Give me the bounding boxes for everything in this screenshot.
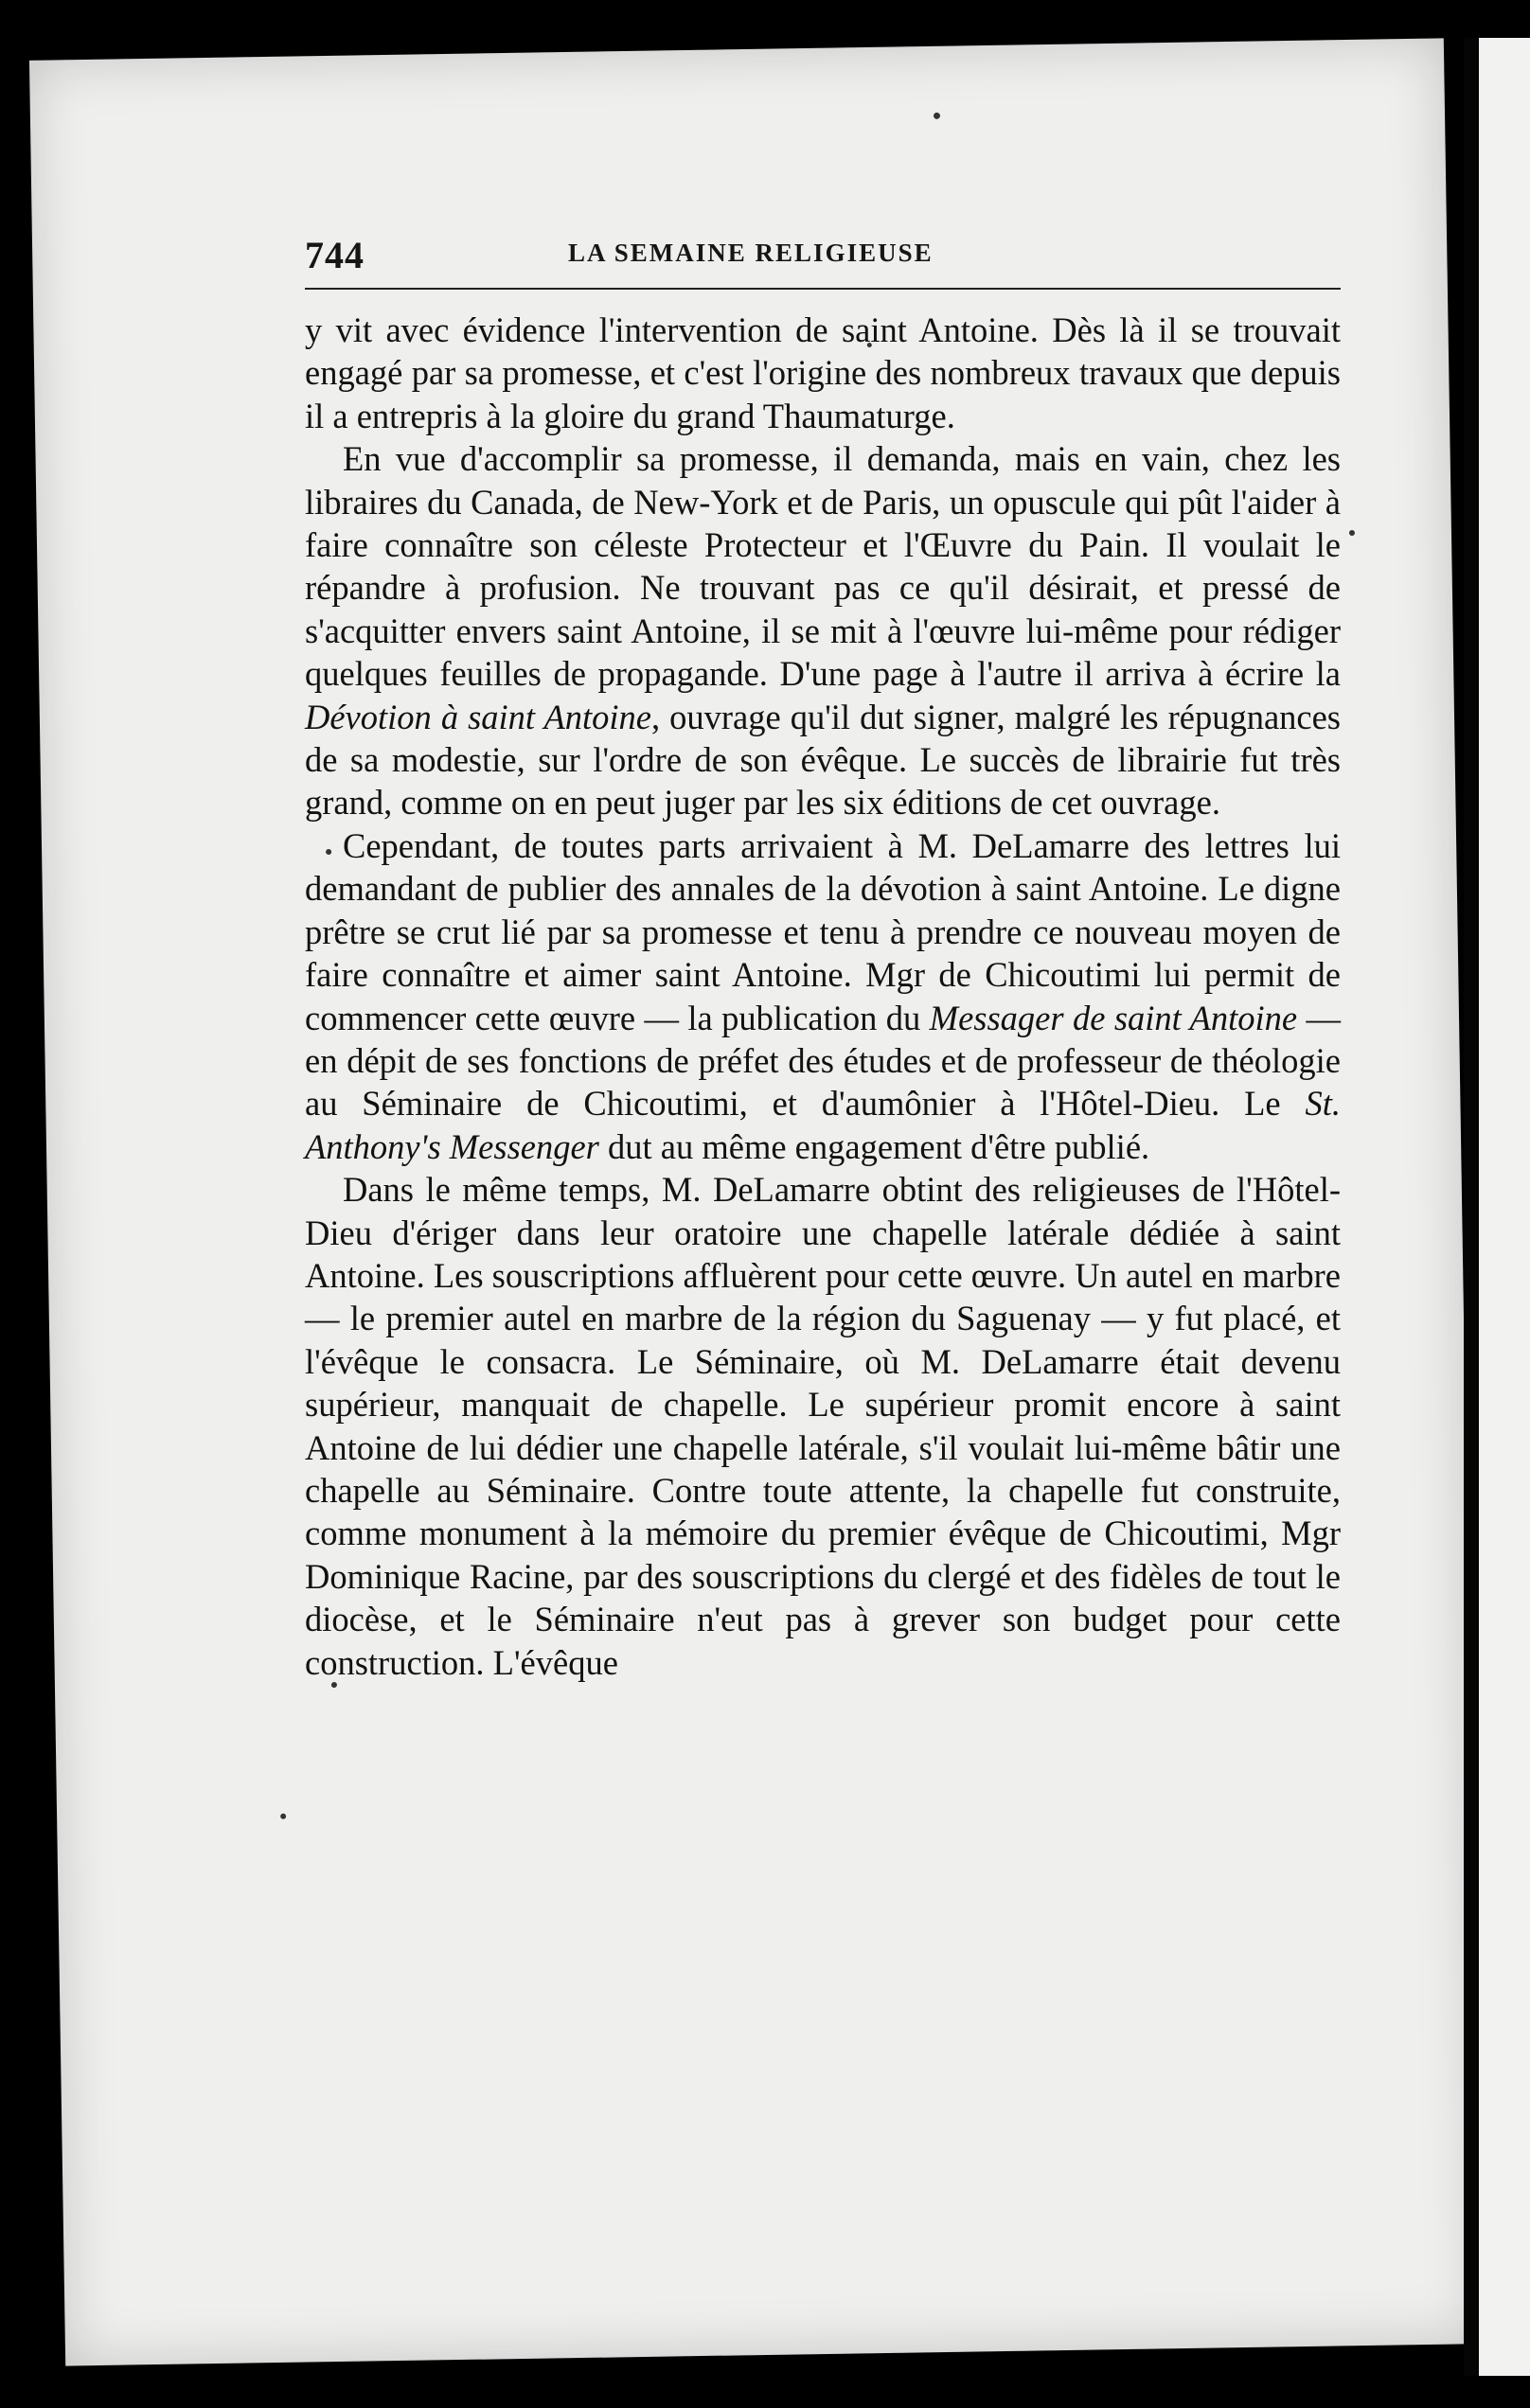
paragraph-text: — en dépit de ses fonctions de préfet des études et de professeur de théologie au Séminaire de Chicoutimi, et d'aumônier à l'Hôtel-Dieu. Le bbox=[305, 998, 1341, 1124]
publication-title-italic: Messager de saint Antoine bbox=[929, 998, 1298, 1037]
ink-speck bbox=[280, 1814, 286, 1819]
paragraph bbox=[305, 437, 1341, 824]
running-title: LA SEMAINE RELIGIEUSE bbox=[568, 239, 934, 267]
paragraph-text: En vue d'accomplir sa promesse, il demanda, mais en vain, chez les libraires du Canada, de New-York et de Paris, un opuscule qui pût l'aider à faire connaître son céleste Protecteur et l'Œuvre du Pain. Il voulait le répandre à profusion. Ne trouvant pas ce qu'il désirait, et pressé de s'acquitter envers saint Antoine, il se mit à l'œuvre lui-même pour rédiger quelques feuilles de propagande. D'une page à l'autre il arriva à écrire la bbox=[305, 439, 1341, 694]
book-title-italic: Dévotion à saint Antoine bbox=[305, 697, 651, 736]
publication-title-italic: St. Anthony's Messenger bbox=[305, 1084, 1341, 1166]
ink-speck bbox=[1349, 530, 1355, 536]
paragraph-text: dut au même engagement d'être publié. bbox=[598, 1126, 1150, 1166]
ink-speck bbox=[934, 113, 940, 119]
paragraph bbox=[305, 824, 1341, 1168]
paragraph-continued: y vit avec évidence l'intervention de saint Antoine. Dès là il se trouvait engagé par sa promesse, et c'est l'origine des nombreux travaux que depuis il a entrepris à la gloire du grand Thaumaturge. bbox=[305, 310, 1341, 435]
paragraph-text: , ouvrage qu'il dut signer, malgré les répugnances de sa modestie, sur l'ordre de son évêque. Le succès de librairie fut très grand, comme on en peut juger par les six éditions de cet ouvrage. bbox=[305, 697, 1341, 823]
adjacent-page-edge bbox=[1479, 38, 1530, 2376]
page-gutter bbox=[1464, 38, 1479, 2376]
header-rule bbox=[305, 288, 1341, 290]
body-text bbox=[305, 309, 1341, 1684]
page-number: 744 bbox=[305, 234, 365, 276]
paragraph: Dans le même temps, M. DeLamarre obtint des religieuses de l'Hôtel-Dieu d'ériger dans leur oratoire une chapelle latérale dédiée à saint Antoine. Les souscriptions affluèrent pour cette œuvre. Un autel en marbre — le premier autel en marbre de la région du Saguenay — y fut placé, et l'évêque le consacra. Le Séminaire, où M. DeLamarre était devenu supérieur, manquait de chapelle. Le supérieur promit encore à saint Antoine de lui dédier une chapelle latérale, s'il voulait lui-même bâtir une chapelle au Séminaire. Contre toute attente, la chapelle fut construite, comme monument à la mémoire du premier évêque de Chicoutimi, Mgr Dominique Racine, par des souscriptions du clergé et des fidèles de tout le diocèse, et le Séminaire n'eut pas à grever son budget pour cette construction. L'évêque bbox=[305, 1170, 1341, 1682]
paragraph-text: Cependant, de toutes parts arrivaient à M. DeLamarre des lettres lui demandant de publier des annales de la dévotion à saint Antoine. Le digne prêtre se crut lié par sa promesse et tenu à prendre ce nouveau moyen de faire connaître et aimer saint Antoine. Mgr de Chicoutimi lui permit de commencer cette œuvre — la publication du bbox=[305, 825, 1341, 1037]
page-header bbox=[305, 214, 1341, 282]
